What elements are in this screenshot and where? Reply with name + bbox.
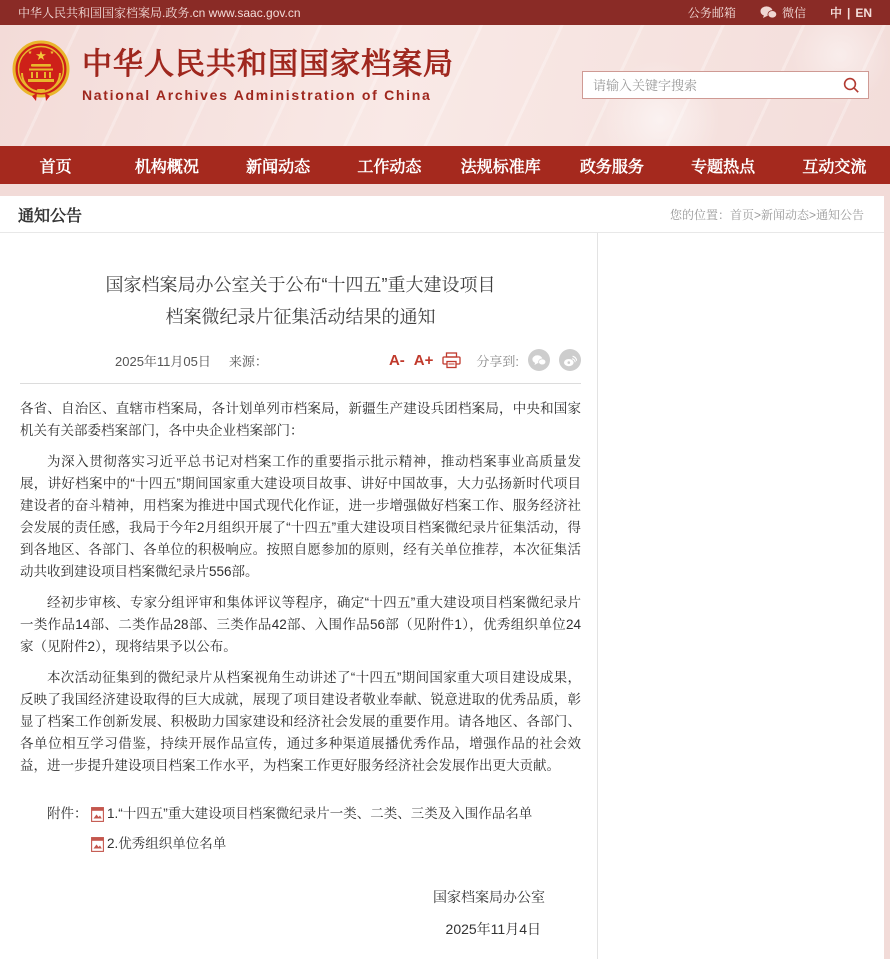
file-icon xyxy=(91,807,104,822)
meta-left xyxy=(115,351,268,370)
nav-item-org-overview[interactable]: 机构概况 xyxy=(134,158,199,176)
topbar-right xyxy=(688,4,872,21)
site-title-cn: 中华人民共和国国家档案局 xyxy=(82,48,454,81)
attachment-text: 2.优秀组织单位名单 xyxy=(107,836,227,851)
printer-icon xyxy=(442,352,461,369)
content-container xyxy=(0,196,884,959)
search-box xyxy=(582,71,869,99)
mailbox-link[interactable]: 公务邮箱 xyxy=(687,6,736,20)
brand-text xyxy=(82,39,454,103)
signature-org: 国家档案局办公室 xyxy=(433,889,545,905)
title-line-1: 国家档案局办公室关于公布“十四五”重大建设项目 xyxy=(105,275,496,295)
lang-divider: | xyxy=(846,5,851,20)
attachment-text: 1.“十四五”重大建设项目档案微纪录片一类、二类、三类及入围作品名单 xyxy=(107,806,533,821)
attachments xyxy=(20,799,581,859)
attachments-label: 附件： xyxy=(47,806,88,821)
weibo-share-icon xyxy=(563,354,577,367)
meta-toolbar xyxy=(389,349,581,371)
attachment-link-1[interactable] xyxy=(91,799,532,829)
main-nav xyxy=(0,146,890,184)
location-label: 您的位置： xyxy=(669,207,730,222)
nav-item-home[interactable]: 首页 xyxy=(39,158,72,176)
paragraph-salutation: 各省、自治区、直辖市档案局，各计划单列市档案局，新疆生产建设兵团档案局，中央和国家机关有关部委档案部门，各中央企业档案部门： xyxy=(20,401,581,438)
signature-date: 2025年11月4日 xyxy=(445,921,541,937)
national-emblem-icon xyxy=(12,39,70,103)
nav-item-special-topics[interactable]: 专题热点 xyxy=(691,158,756,176)
nav-item-gov-services[interactable]: 政务服务 xyxy=(579,158,644,176)
share-label: 分享到: xyxy=(476,353,519,369)
breadcrumb-path[interactable]: 首页>新闻动态>通知公告 xyxy=(729,207,864,222)
search-icon xyxy=(842,76,860,94)
site-header xyxy=(0,25,890,146)
source-label: 来源： xyxy=(228,353,268,369)
attachment-row xyxy=(20,799,581,829)
site-title-en: National Archives Administration of China xyxy=(82,87,432,103)
nav-item-work-updates[interactable]: 工作动态 xyxy=(357,158,422,176)
print-button[interactable] xyxy=(442,352,461,369)
brand-logo[interactable] xyxy=(12,39,454,103)
paragraph: 经初步审核、专家分组评审和集体评议等程序，确定“十四五”重大建设项目档案微纪录片一类作品14部、二类作品28部、三类作品42部、入围作品56部（见附件1），优秀组织单位24家（见附件2），现将结果予以公布。 xyxy=(20,595,581,654)
article-wrap xyxy=(0,233,884,959)
right-panel xyxy=(598,233,884,959)
share-wechat-button[interactable] xyxy=(528,349,550,371)
svg-text:★: ★ xyxy=(27,50,33,56)
article xyxy=(0,233,598,959)
wechat-icon xyxy=(760,6,777,19)
file-icon xyxy=(91,837,104,852)
wechat-share-icon xyxy=(532,355,546,366)
search-input[interactable] xyxy=(583,73,834,97)
breadcrumb-row xyxy=(0,196,884,233)
wechat-label: 微信 xyxy=(781,6,806,20)
svg-text:★: ★ xyxy=(49,50,55,56)
search-button[interactable] xyxy=(834,72,868,98)
section-title: 通知公告 xyxy=(18,207,83,225)
spacer xyxy=(0,184,890,196)
article-meta xyxy=(20,347,581,373)
svg-text:★: ★ xyxy=(35,48,47,63)
nav-item-news[interactable]: 新闻动态 xyxy=(246,158,311,176)
breadcrumb xyxy=(670,206,864,223)
lang-en[interactable]: EN xyxy=(855,5,872,20)
nav-item-interaction[interactable]: 互动交流 xyxy=(802,158,867,176)
font-larger-button[interactable]: A+ xyxy=(413,351,434,369)
lang-zh[interactable]: 中 xyxy=(829,6,842,20)
attachment-link-2[interactable] xyxy=(91,829,226,859)
nav-item-regulations[interactable]: 法规标准库 xyxy=(460,158,541,176)
site-identity: 中华人民共和国国家档案局.政务.cn www.saac.gov.cn xyxy=(18,6,301,20)
paragraph: 本次活动征集到的微纪录片从档案视角生动讲述了“十四五”期间国家重大项目建设成果，反映了我国经济建设取得的巨大成就，展现了项目建设者敬业奉献、锐意进取的优秀品质，彰显了档案工作创新发展、积极助力国家建设和经济社会发展的重要作用。请各地区、各部门、各单位相互学习借鉴，持续开展作品宣传，通过多种渠道展播优秀作品，增强作品的社会效益，进一步提升建设项目档案工作水平，为档案工作更好服务经济社会发展作出更大贡献。 xyxy=(20,670,581,773)
language-switcher xyxy=(830,4,872,21)
topbar xyxy=(0,0,890,25)
article-body xyxy=(20,398,581,777)
page-title xyxy=(20,269,581,333)
publish-date: 2025年11月05日 xyxy=(115,353,211,369)
attachment-row xyxy=(20,829,581,859)
wechat-entry[interactable] xyxy=(760,4,806,21)
title-line-2: 档案微纪录片征集活动结果的通知 xyxy=(165,307,436,327)
divider xyxy=(20,383,581,384)
font-smaller-button[interactable]: A- xyxy=(388,351,405,369)
share-weibo-button[interactable] xyxy=(559,349,581,371)
paragraph: 为深入贯彻落实习近平总书记对档案工作的重要指示批示精神，推动档案事业高质量发展，讲好档案中的“十四五”期间国家重大建设项目故事、讲好中国故事，大力弘扬新时代项目建设者的奋斗精神，用档案为推进中国式现代化作证，进一步增强做好档案工作、服务经济社会发展的责任感，我局于今年2月组织开展了“十四五”重大建设项目档案微纪录片征集活动，得到各地区、各部门、各单位的积极响应。按照自愿参加的原则，经有关单位推荐，本次征集活动共收到建设项目档案微纪录片556部。 xyxy=(20,454,581,579)
